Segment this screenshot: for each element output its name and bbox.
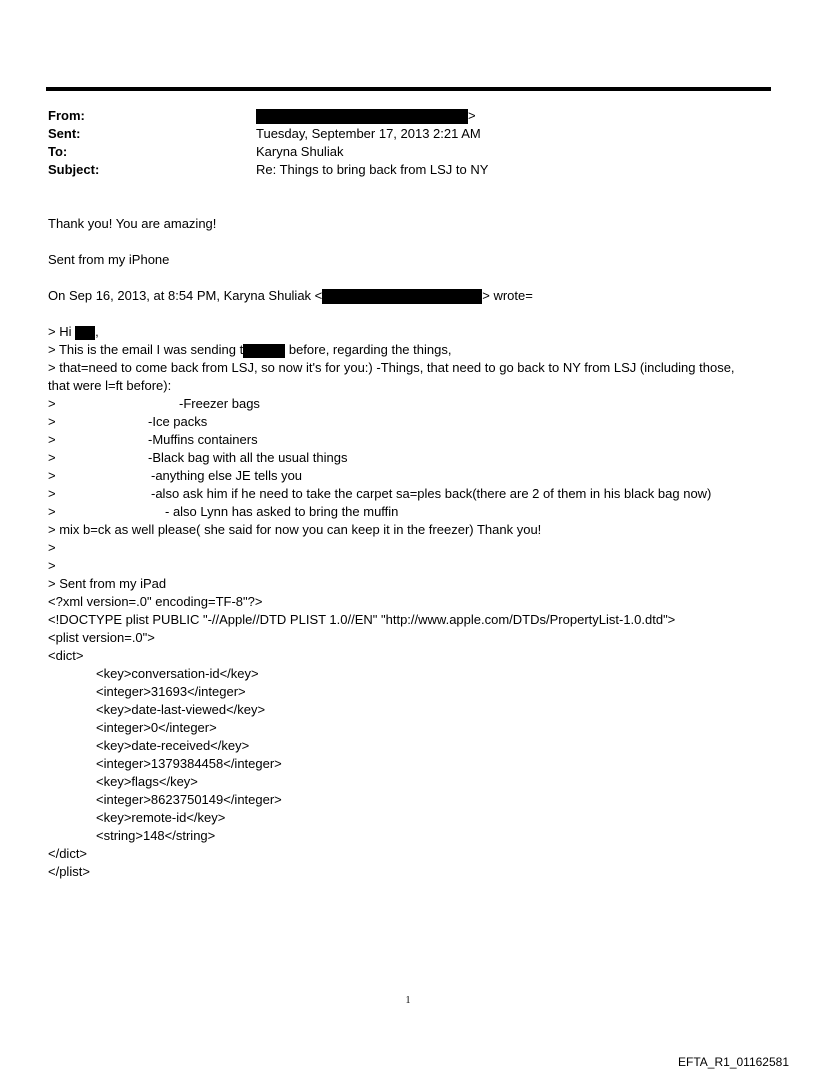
list-item	[48, 395, 260, 413]
hi-line	[48, 323, 99, 341]
redaction-block	[322, 289, 482, 304]
thanks-line: Thank you! You are amazing!	[48, 216, 217, 231]
quote-intro-prefix: On Sep 16, 2013, at 8:54 PM, Karyna Shuliak <	[48, 288, 323, 303]
document-id: EFTA_R1_01162581	[678, 1055, 789, 1069]
list-item-text: -Freezer bags	[179, 396, 260, 411]
dict-close: </dict>	[48, 846, 88, 861]
sent-value: Tuesday, September 17, 2013 2:21 AM	[256, 126, 481, 141]
dict-item: <string>148</string>	[96, 828, 216, 843]
list-item-text: -Muffins containers	[148, 432, 258, 447]
dict-item: <integer>31693</integer>	[96, 684, 246, 699]
list-item	[48, 467, 303, 485]
dict-item: <integer>0</integer>	[96, 720, 217, 735]
list-item-text: -anything else JE tells you	[151, 468, 303, 483]
list-item-text: -Ice packs	[148, 414, 208, 429]
email-sending-line	[48, 341, 451, 359]
list-item	[48, 485, 712, 503]
quote-marker: >	[48, 468, 56, 483]
quote-marker: >	[48, 432, 56, 447]
quote-marker: >	[48, 396, 56, 411]
redaction-block	[256, 109, 468, 124]
dict-item: <key>flags</key>	[96, 774, 198, 789]
list-item-text: - also Lynn has asked to bring the muffin	[165, 504, 399, 519]
list-item	[48, 503, 399, 521]
subject-label: Subject:	[48, 162, 100, 177]
list-item-text: -also ask him if he need to take the carpet sa=ples back(there are 2 of them in his black bag now)	[151, 486, 712, 501]
to-label: To:	[48, 144, 68, 159]
quote-marker: >	[48, 450, 56, 465]
left-line: that were l=ft before):	[48, 378, 172, 393]
doctype-line: <!DOCTYPE plist PUBLIC "-//Apple//DTD PLIST 1.0//EN" "http://www.apple.com/DTDs/PropertyList-1.0.dtd">	[48, 612, 676, 627]
need-line: > that=need to come back from LSJ, so now it's for you:) -Things, that need to go back to NY from LSJ (including those,	[48, 360, 735, 375]
dict-item: <integer>1379384458</integer>	[96, 756, 282, 771]
mix-line: > mix b=ck as well please( she said for now you can keep it in the freezer) Thank you!	[48, 522, 542, 537]
from-value	[256, 107, 476, 125]
redaction-block	[243, 344, 285, 358]
blank-quote-line: >	[48, 558, 56, 573]
dict-item: <key>remote-id</key>	[96, 810, 226, 825]
list-item	[48, 413, 208, 431]
to-value: Karyna Shuliak	[256, 144, 344, 159]
dict-item: <key>date-received</key>	[96, 738, 250, 753]
signature-line: Sent from my iPhone	[48, 252, 170, 267]
page-number: 1	[405, 995, 411, 1006]
email-line-prefix: > This is the email I was sending t	[48, 342, 244, 357]
dict-item: <integer>8623750149</integer>	[96, 792, 282, 807]
dict-open: <dict>	[48, 648, 84, 663]
quote-marker: >	[48, 414, 56, 429]
plist-open: <plist version=.0">	[48, 630, 155, 645]
hi-prefix: > Hi	[48, 324, 72, 339]
redaction-block	[75, 326, 95, 340]
from-suffix: >	[468, 108, 476, 123]
quote-marker: >	[48, 486, 56, 501]
quote-intro-line	[48, 287, 533, 305]
hi-suffix: ,	[95, 324, 99, 339]
dict-item: <key>conversation-id</key>	[96, 666, 259, 681]
from-label: From:	[48, 108, 85, 123]
xml-declaration: <?xml version=.0" encoding=TF-8"?>	[48, 594, 263, 609]
email-line-suffix: before, regarding the things,	[288, 342, 452, 357]
list-item-text: -Black bag with all the usual things	[148, 450, 348, 465]
sent-label: Sent:	[48, 126, 81, 141]
subject-value: Re: Things to bring back from LSJ to NY	[256, 162, 489, 177]
list-item	[48, 449, 348, 467]
header-rule	[46, 87, 771, 91]
dict-item: <key>date-last-viewed</key>	[96, 702, 266, 717]
quote-marker: >	[48, 504, 56, 519]
quote-intro-suffix: > wrote=	[482, 288, 533, 303]
plist-close: </plist>	[48, 864, 90, 879]
list-item	[48, 431, 258, 449]
blank-quote-line: >	[48, 540, 56, 555]
ipad-line: > Sent from my iPad	[48, 576, 167, 591]
